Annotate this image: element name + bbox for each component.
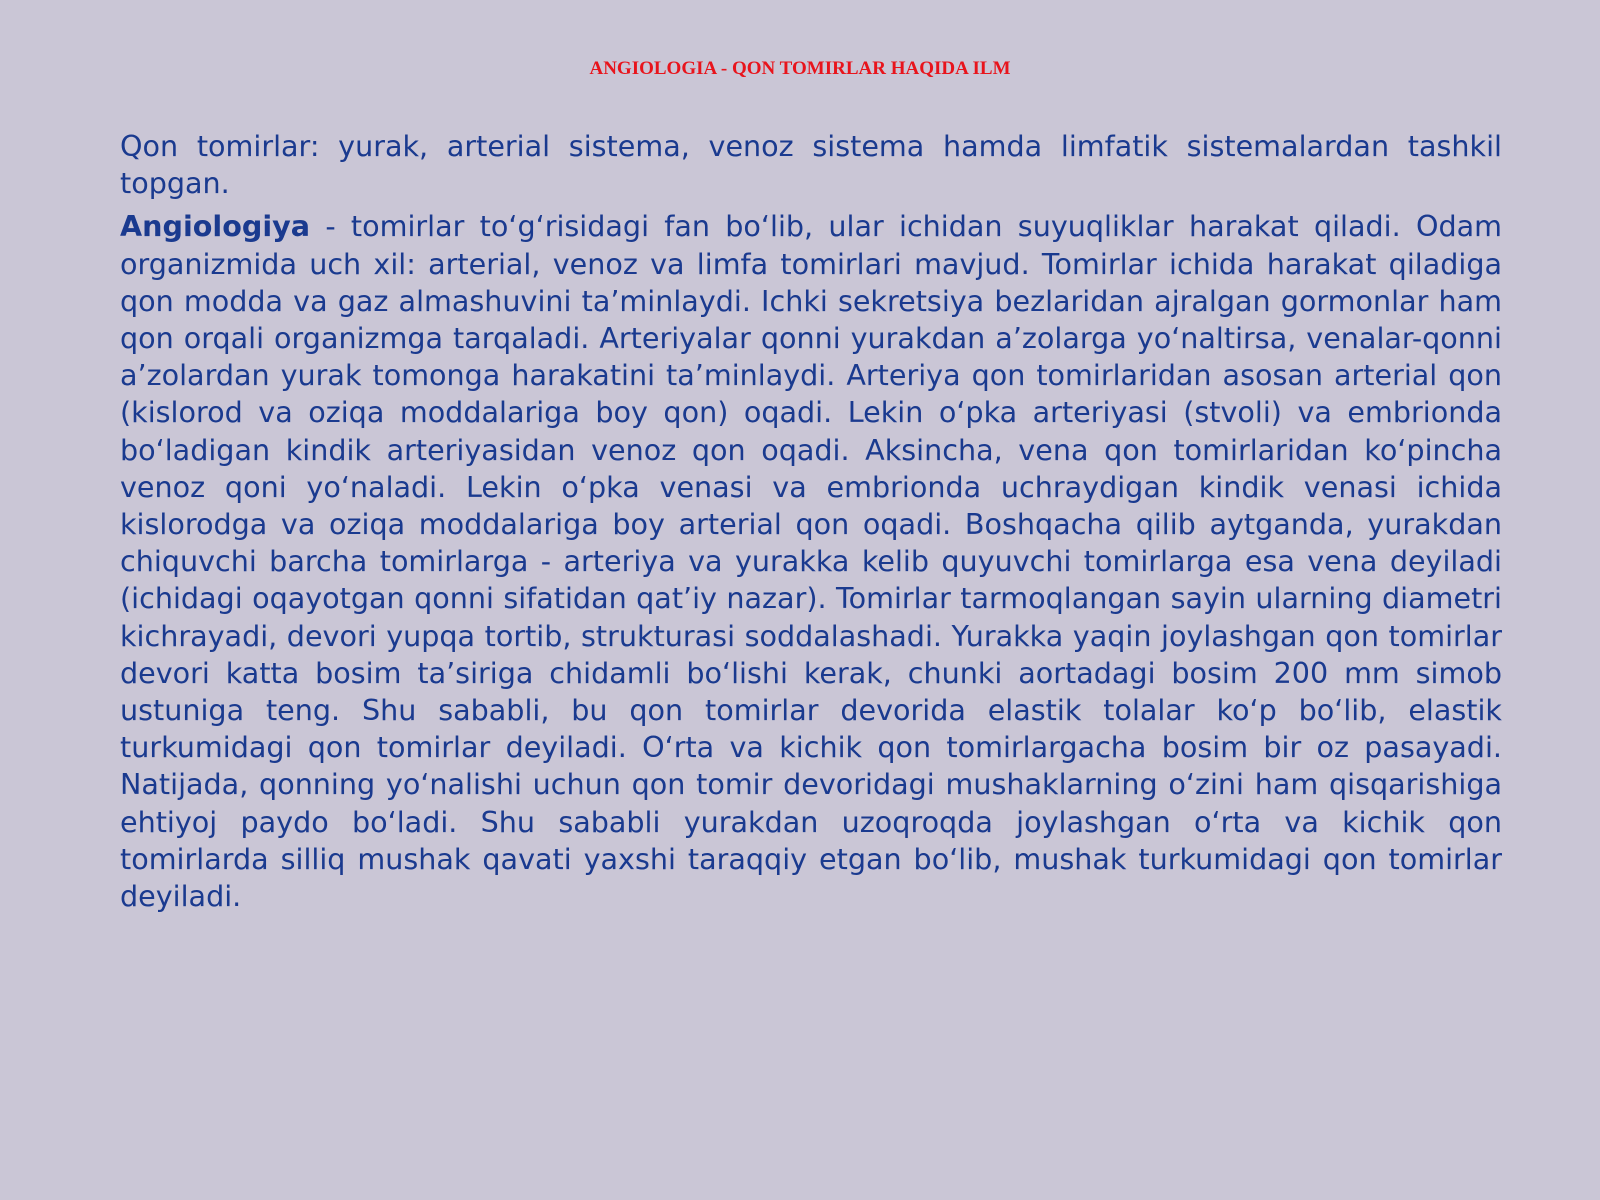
intro-paragraph: Qon tomirlar: yurak, arterial sistema, venoz sistema hamda limfatik sistemalardan tashkil topgan. bbox=[120, 129, 1502, 201]
defined-term: Angiologiya bbox=[120, 209, 311, 244]
slide-body bbox=[120, 128, 1502, 915]
slide-title: ANGIOLOGIA - QON TOMIRLAR HAQIDA ILM bbox=[589, 58, 1011, 79]
definition-text: - tomirlar to‘g‘risidagi fan bo‘lib, ular ichidan suyuqliklar harakat qiladi. Odam organizmida uch xil: arterial, venoz va limfa tomirlari mavjud. Tomirlar ichida harakat qiladiga qon modda va gaz almashuvini ta’minlaydi. Ichki sekretsiya bezlaridan ajralgan gormonlar ham qon orqali organizmga tarqaladi. Arteriyalar qonni yurakdan a’zolarga yo‘naltirsa, venalar-qonni a’zolardan yurak tomonga harakatini ta’minlaydi. Arteriya qon tomirlaridan asosan arterial qon (kislorod va oziqa moddalariga boy qon) oqadi. Lekin o‘pka arteriyasi (stvoli) va embrionda bo‘ladigan kindik arteriyasidan venoz qon oqadi. Aksincha, vena qon tomirlaridan ko‘pincha venoz qoni yo‘naladi. Lekin o‘pka venasi va embrionda uchraydigan kindik venasi ichida kislorodga va oziqa moddalariga boy arterial qon oqadi. Boshqacha qilib aytganda, yurakdan chiquvchi barcha tomirlarga - arteriya va yurakka kelib quyuvchi tomirlarga esa vena deyiladi (ichidagi oqayotgan qonni sifatidan qat’iy nazar). Tomirlar tarmoqlangan sayin ularning diametri kichrayadi, devori yupqa tortib, strukturasi soddalashadi. Yurakka yaqin joylashgan qon tomirlar devori katta bosim ta’siriga chidamli bo‘lishi kerak, chunki aortadagi bosim 200 mm simob ustuniga teng. Shu sababli, bu qon tomirlar devorida elastik tolalar ko‘p bo‘lib, elastik turkumidagi qon tomirlar deyiladi. O‘rta va kichik qon tomirlargacha bosim bir oz pasayadi. Natijada, qonning yo‘nalishi uchun qon tomir devoridagi mushaklarning o‘zini ham qisqarishiga ehtiyoj paydo bo‘ladi. Shu sababli yurakdan uzoqroqda joylashgan o‘rta va kichik qon tomirlarda silliq mushak qavati yaxshi taraqqiy etgan bo‘lib, mushak turkumidagi qon tomirlar deyiladi. bbox=[120, 209, 1502, 914]
definition-paragraph bbox=[120, 208, 1502, 915]
